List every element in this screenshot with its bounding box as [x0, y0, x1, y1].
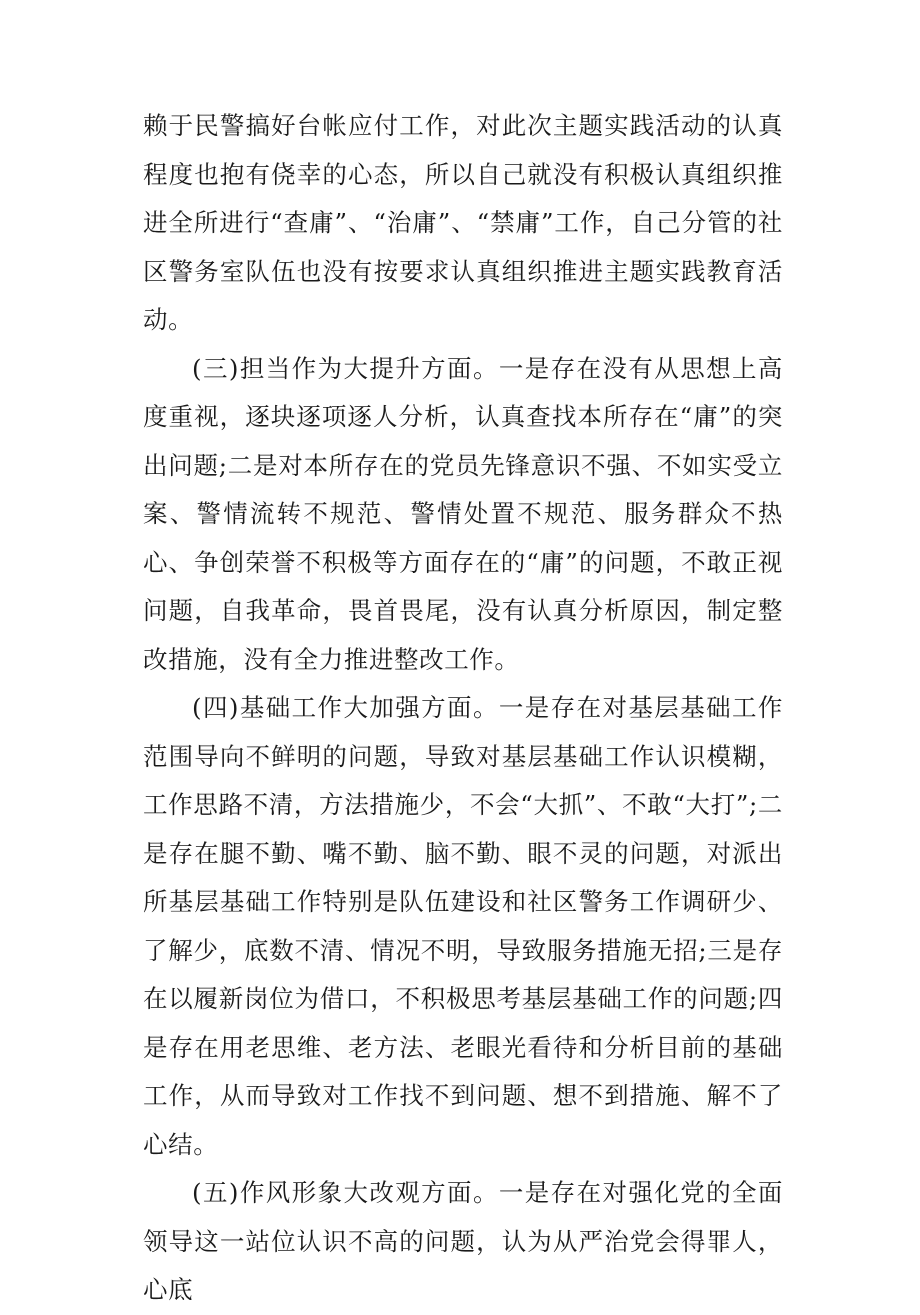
body-text [143, 102, 783, 1315]
paragraph-section-4: (四)基础工作大加强方面。一是存在对基层基础工作范围导向不鲜明的问题，导致对基层基础工作认识模糊，工作思路不清，方法措施少，不会“大抓”、不敢“大打”;二是存在腿不勤、嘴不勤、脑不勤、眼不灵的问题，对派出所基层基础工作特别是队伍建设和社区警务工作调研少、了解少，底数不清、情况不明，导致服务措施无招;三是存在以履新岗位为借口，不积极思考基层基础工作的问题;四是存在用老思维、老方法、老眼光看待和分析目前的基础工作，从而导致对工作找不到问题、想不到措施、解不了心结。 [143, 693, 783, 1159]
paragraph-continuation: 赖于民警搞好台帐应付工作，对此次主题实践活动的认真程度也抱有侥幸的心态，所以自己就没有积极认真组织推进全所进行“查庸”、“治庸”、“禁庸”工作，自己分管的社区警务室队伍也没有按要求认真组织推进主题实践教育活动。 [143, 111, 783, 334]
paragraph-section-3: (三)担当作为大提升方面。一是存在没有从思想上高度重视，逐块逐项逐人分析，认真查找本所存在“庸”的突出问题;二是对本所存在的党员先锋意识不强、不如实受立案、警情流转不规范、警情处置不规范、服务群众不热心、争创荣誉不积极等方面存在的“庸”的问题，不敢正视问题，自我革命，畏首畏尾，没有认真分析原因，制定整改措施，没有全力推进整改工作。 [143, 353, 783, 674]
paragraph-section-5: (五)作风形象大改观方面。一是存在对强化党的全面领导这一站位认识不高的问题，认为从严治党会得罪人，心底 [143, 1178, 783, 1304]
